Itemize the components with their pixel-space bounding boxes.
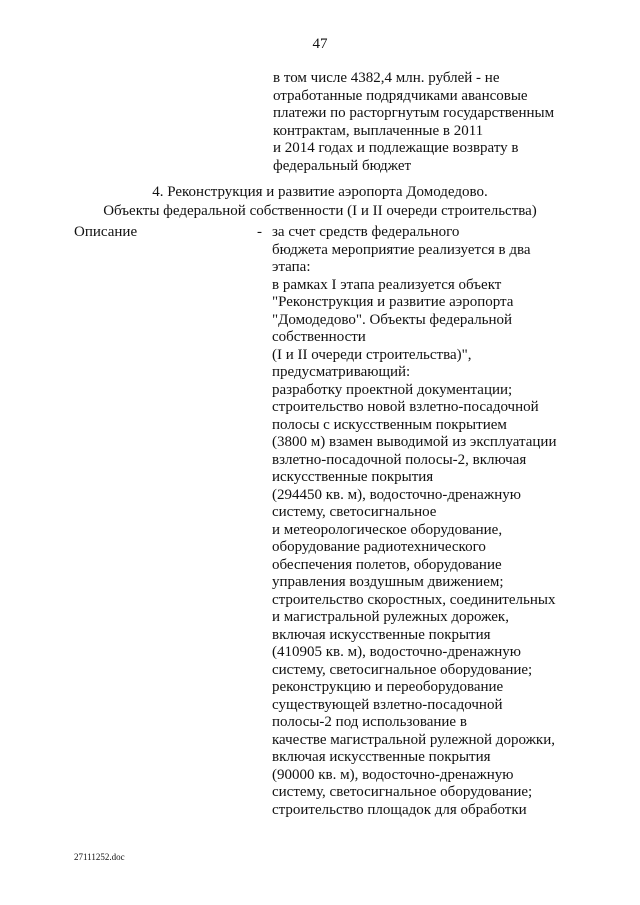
page-number: 47 [312, 36, 328, 52]
note-line: отработанные подрядчиками авансовые [273, 87, 528, 104]
description-line: (I и II очереди строительства)", [272, 346, 472, 363]
description-line: обеспечения полетов, оборудование [272, 556, 502, 573]
description-line: существующей взлетно-посадочной [272, 696, 503, 713]
description-line: систему, светосигнальное оборудование; [272, 784, 533, 800]
description-label: Описание [74, 224, 138, 240]
description-line: строительство новой взлетно-посадочной [272, 399, 539, 415]
note-line: и 2014 годах и подлежащие возврату в [273, 140, 519, 156]
description-line: (294450 кв. м), водосточно-дренажную [272, 486, 521, 503]
note-line: в том числе 4382,4 млн. рублей - не [273, 70, 500, 86]
description-line: полосы с искусственным покрытием [272, 416, 507, 433]
description-line: разработку проектной документации; [272, 381, 513, 398]
description-line: систему, светосигнальное оборудование; [272, 661, 533, 678]
description-line: "Домодедово". Объекты федеральной [272, 311, 513, 328]
description-line: за счет средств федерального [272, 224, 460, 240]
description-line: (410905 кв. м), водосточно-дренажную [272, 644, 521, 660]
description-line: включая искусственные покрытия [272, 749, 491, 765]
description-dash: - [257, 224, 262, 240]
description-line: взлетно-посадочной полосы-2, включая [272, 451, 527, 468]
description-line: качестве магистральной рулежной дорожки, [272, 731, 555, 748]
note-line: контрактам, выплаченные в 2011 [273, 122, 484, 139]
description-line: строительство площадок для обработки [272, 801, 527, 818]
description-text [272, 224, 617, 819]
section-title-line: Объекты федеральной собственности (I и II очереди строительства) [103, 203, 537, 219]
description-line: систему, светосигнальное [272, 504, 437, 520]
description-line: этапа: [272, 259, 311, 275]
description-line: включая искусственные покрытия [272, 626, 491, 643]
description-line: и метеорологическое оборудование, [272, 521, 503, 538]
description-line: управления воздушным движением; [272, 574, 504, 590]
description-line: оборудование радиотехнического [272, 539, 486, 555]
description-line: (90000 кв. м), водосточно-дренажную [272, 766, 514, 783]
description-line: бюджета мероприятие реализуется в два [272, 241, 531, 258]
description-line: предусматривающий: [272, 364, 411, 380]
description-line: (3800 м) взамен выводимой из эксплуатации [272, 434, 557, 450]
description-line: строительство скоростных, соединительных [272, 591, 556, 608]
section-title-line: 4. Реконструкция и развитие аэропорта Домодедово. [152, 184, 488, 200]
section-title [40, 183, 600, 221]
description-line: полосы-2 под использование в [272, 714, 467, 730]
description-line: реконструкцию и переоборудование [272, 679, 504, 695]
file-name-footer: 27111252.doc [74, 852, 125, 862]
description-line: искусственные покрытия [272, 469, 434, 485]
description-line: в рамках I этапа реализуется объект [272, 276, 502, 293]
note-line: платежи по расторгнутым государственным [273, 105, 555, 121]
funding-note [273, 70, 613, 175]
note-line: федеральный бюджет [273, 157, 412, 174]
description-line: "Реконструкция и развитие аэропорта [272, 294, 514, 310]
description-line: и магистральной рулежных дорожек, [272, 609, 509, 625]
description-line: собственности [272, 329, 366, 345]
